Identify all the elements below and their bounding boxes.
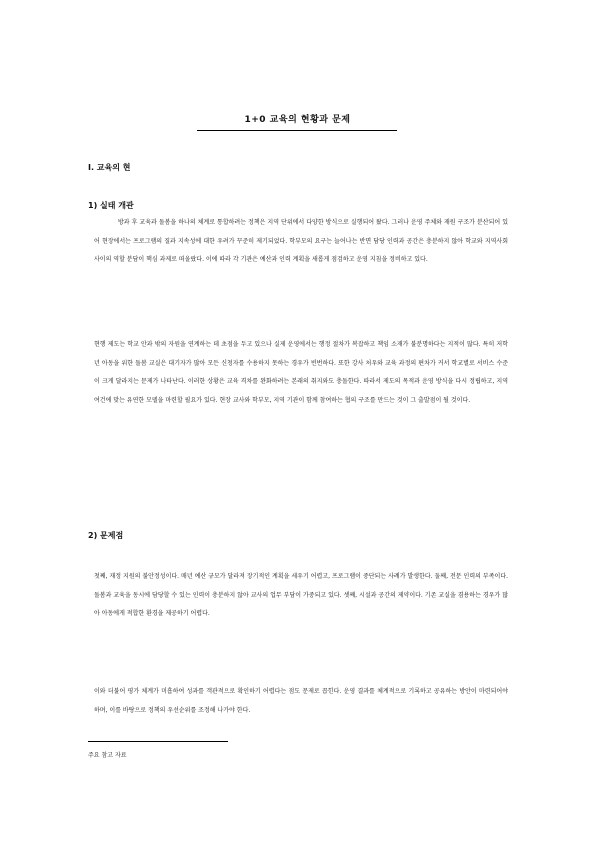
paragraph-3: 첫째, 재정 지원의 불안정성이다. 매년 예산 규모가 달라져 장기적인 계획을 세우기 어렵고, 프로그램이 중단되는 사례가 발생한다. 둘째, 전문 인력의 부족이다. 돌봄과 교육을 동시에 담당할 수 있는 인력이 충분하지 않아 교사의 업무 부담이 가중되고 있다. 셋째, 시설과 공간의 제약이다. 기존 교실을 겸용하는 경우가 많아 아동에게 적합한 환경을 제공하기 어렵다. (94, 573, 508, 617)
document-title: 1+0 교육의 현황과 문제 (244, 115, 351, 125)
section-heading: Ⅰ. 교육의 현 (88, 163, 131, 172)
paragraph-4: 이와 더불어 평가 체계가 미흡하여 성과를 객관적으로 확인하기 어렵다는 점도 문제로 꼽힌다. 운영 결과를 체계적으로 기록하고 공유하는 방안이 마련되어야 하며, 이를 바탕으로 정책의 우선순위를 조정해 나가야 한다. (94, 688, 508, 714)
paragraph-1: 방과 후 교육과 돌봄을 하나의 체계로 통합하려는 정책은 지역 단위에서 다양한 방식으로 실행되어 왔다. 그러나 운영 주체와 재원 구조가 분산되어 있어 현장에서는 프로그램의 질과 지속성에 대한 우려가 꾸준히 제기되었다. 학부모의 요구는 늘어나는 반면 담당 인력과 공간은 충분하지 않아 학교와 지역사회 사이의 역할 분담이 핵심 과제로 떠올랐다. 이에 따라 각 기관은 예산과 인력 계획을 새롭게 점검하고 운영 지침을 정비하고 있다. (94, 219, 508, 263)
footnote: 주요 참고 자료 (88, 752, 127, 759)
paragraph-2: 현행 제도는 학교 안과 밖의 자원을 연계하는 데 초점을 두고 있으나 실제 운영에서는 행정 절차가 복잡하고 책임 소재가 불분명하다는 지적이 많다. 특히 저학년 아동을 위한 돌봄 교실은 대기자가 많아 모든 신청자를 수용하지 못하는 경우가 빈번하다. 또한 강사 처우와 교육 과정의 편차가 커서 학교별로 서비스 수준이 크게 달라지는 문제가 나타난다. 이러한 상황은 교육 격차를 완화하려는 본래의 취지와도 충돌한다. 따라서 제도의 목적과 운영 방식을 다시 정립하고, 지역 여건에 맞는 유연한 모델을 마련할 필요가 있다. 현장 교사와 학부모, 지역 기관이 함께 참여하는 협의 구조를 만드는 것이 그 출발점이 될 것이다. (94, 341, 508, 404)
footnote-divider (88, 741, 228, 742)
subsection-heading-1: 1) 실태 개관 (88, 201, 134, 210)
subsection-heading-2: 2) 문제점 (88, 531, 124, 540)
title-underline (197, 130, 397, 131)
